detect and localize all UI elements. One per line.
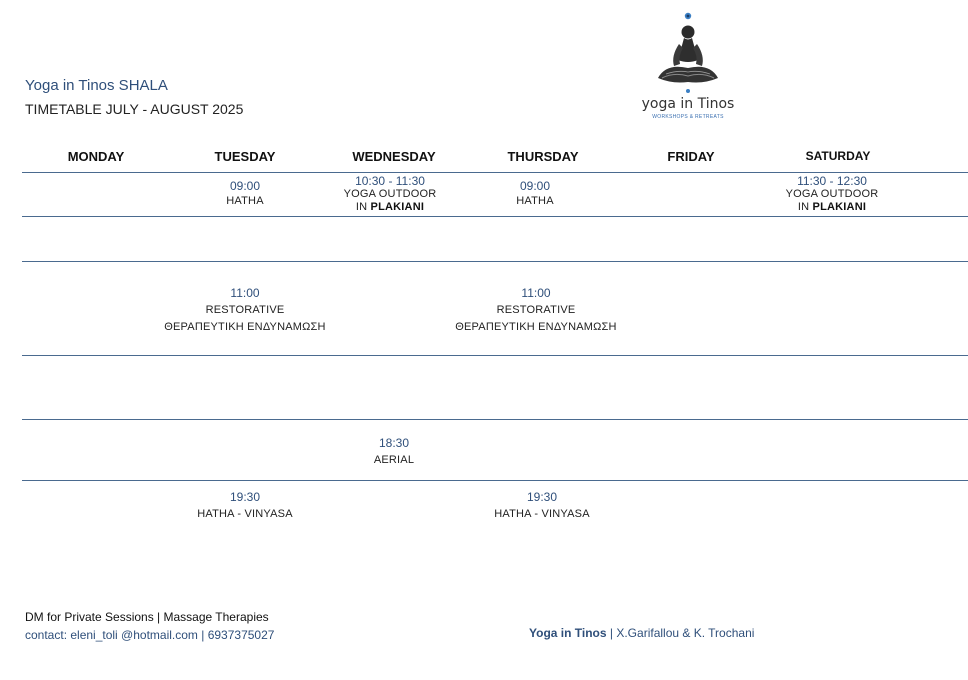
class-time: 11:00 [521, 286, 551, 300]
footer-credits [529, 626, 754, 640]
class-name: HATHA - VINYASA [494, 508, 590, 520]
class-name: YOGA OUTDOOR [343, 188, 437, 200]
class-subtitle: ΘΕΡΑΠΕΥΤΙΚΗ ΕΝΔΥΝΑΜΩΣΗ [455, 321, 617, 333]
timetable-title: TIMETABLE JULY - AUGUST 2025 [25, 101, 244, 117]
row-divider [22, 261, 968, 262]
row-divider [22, 216, 968, 217]
class-time: 09:00 [229, 179, 261, 193]
studio-name: Yoga in Tinos SHALA [25, 77, 168, 94]
class-name: HATHA [226, 195, 264, 207]
class-slot-wednesday-1830 [294, 435, 494, 469]
class-name: RESTORATIVE [496, 304, 576, 316]
class-name: AERIAL [373, 454, 415, 466]
class-name: HATHA - VINYASA [197, 508, 293, 520]
class-time: 09:00 [519, 179, 551, 193]
contact-info: contact: eleni_toli @hotmail.com | 6937375027 [25, 628, 275, 642]
logo-subtext: WORKSHOPS & RETREATS [652, 114, 724, 120]
class-time: 10:30 - 11:30 [355, 174, 425, 188]
class-time: 18:30 [378, 436, 410, 450]
footer-contact [25, 608, 274, 644]
private-sessions-note: DM for Private Sessions | Massage Therapies [25, 610, 269, 624]
class-location: IN PLAKIANI [355, 201, 425, 213]
class-subtitle: ΘΕΡΑΠΕΥΤΙΚΗ ΕΝΔΥΝΑΜΩΣΗ [164, 321, 326, 333]
class-slot-thursday-0900 [435, 179, 635, 209]
class-location: IN PLAKIANI [797, 201, 867, 213]
day-header-wednesday: WEDNESDAY [352, 149, 436, 164]
row-divider [22, 480, 968, 481]
row-divider [22, 355, 968, 356]
class-time: 19:30 [526, 490, 558, 504]
day-header-thursday: THURSDAY [507, 149, 579, 164]
class-name: HATHA [516, 195, 554, 207]
class-slot-saturday-1130 [732, 175, 932, 214]
class-time: 11:00 [230, 286, 260, 300]
class-slot-tuesday-1100 [145, 285, 345, 336]
day-header-friday: FRIDAY [667, 149, 715, 164]
row-divider [22, 419, 968, 420]
yoga-logo [638, 8, 738, 126]
class-slot-thursday-1930 [442, 489, 642, 523]
meditating-figure-icon [638, 8, 738, 96]
day-header-monday: MONDAY [67, 149, 125, 164]
day-header-tuesday: TUESDAY [214, 149, 276, 164]
logo-text: yoga in Tinos [641, 96, 735, 112]
class-slot-thursday-1100 [436, 285, 636, 336]
footer-brand: Yoga in Tinos [529, 626, 607, 640]
class-name: RESTORATIVE [205, 304, 285, 316]
row-divider [22, 172, 968, 173]
day-header-saturday: SATURDAY [805, 149, 871, 163]
class-name: YOGA OUTDOOR [785, 188, 879, 200]
class-time: 11:30 - 12:30 [797, 174, 867, 188]
class-time: 19:30 [229, 490, 261, 504]
footer-authors: | X.Garifallou & K. Trochani [606, 626, 755, 640]
class-slot-tuesday-1930 [145, 489, 345, 523]
